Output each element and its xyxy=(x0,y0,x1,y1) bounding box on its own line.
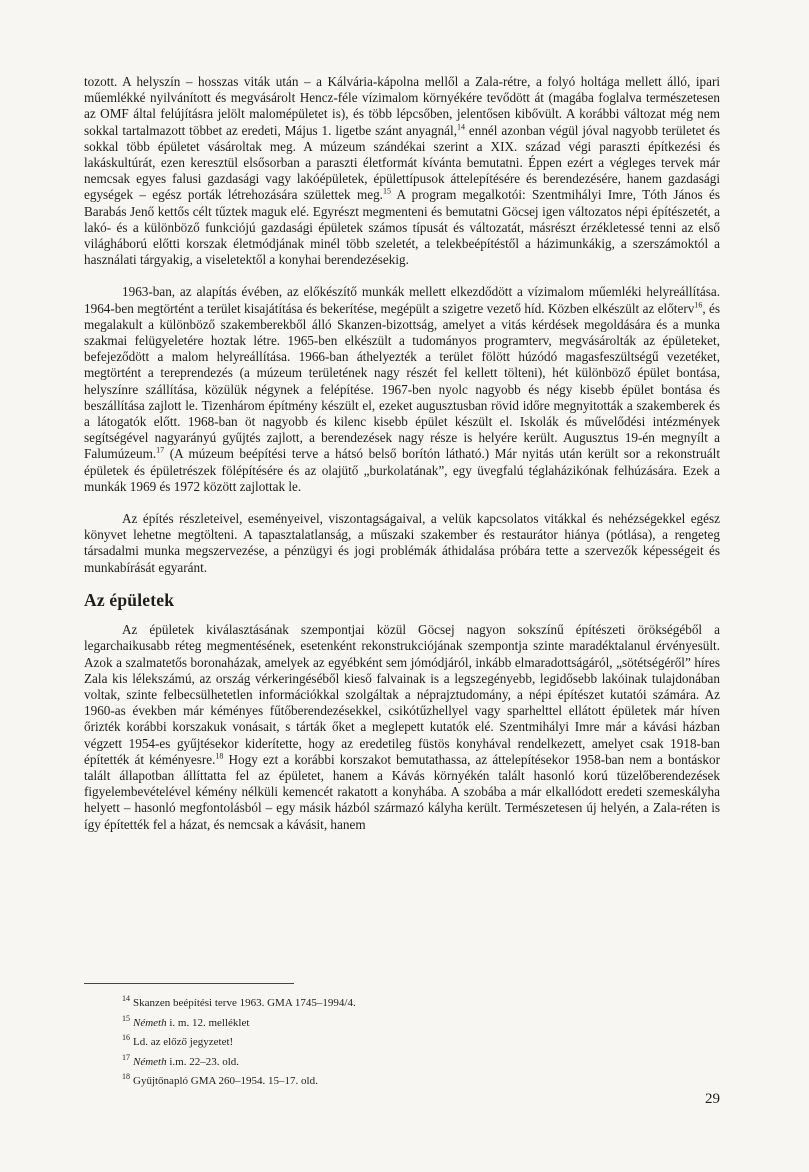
text-run: Hogy ezt a korábbi korszakot bemutathassa, az áttelepítésekor 1958-ban nem a bontáskor talált állapotban állíttatta fel az épületet, hanem a Kávás környékén talált hasonló korú tüzelőberendezések figyelembevételével kémény nélküli kemencét rakatott a konyhába. A szobába a már elkallódott eredeti szemeskályha helyett – hasonló megfontolásból – egy másik házból származó kályha került. Természetesen új helyén, a Zala-réten is így építették fel a házat, és nemcsak a kávásit, hanem xyxy=(84,751,720,832)
text-run: tozott. A helyszín – hosszas viták után – a Kálvária-kápolna mellől a Zala-rétre, a folyó holtága mellett álló, ipari műemlékké nyilvánított és megvásárolt Hencz-féle vízimalom környékére tevődött át (magába foglalva természetesen az OMF által felújításra jelölt malomépületet is), és több lépcsőben, jelentősen kibővült. A korábbi változat még nem sokkal tartalmazott többet az eredeti, Május 1. ligetbe szánt anyagnál, xyxy=(84,74,720,138)
text-run: (A múzeum beépítési terve a hátsó belső borítón látható.) Már nyitás után került sor a rekonstruált épületek és épületrészek fölépítésére és az olajütő „burkolatának”, egy üvegfalú téglaházikónak felhúzására. Ezek a munkák 1969 és 1972 között zajlottak le. xyxy=(84,446,720,494)
footnote-ref: 15 xyxy=(382,187,391,197)
footnote-18 xyxy=(122,1072,682,1092)
footnote-number: 18 xyxy=(122,1072,130,1082)
footnote-text: i.m. 22–23. old. xyxy=(166,1055,240,1068)
text-run: 1963-ban, az alapítás évében, az előkészítő munkák mellett elkezdődött a vízimalom műemléki helyreállítása. 1964-ben megtörtént a terület kisajátítása és bekerítése, megépült a szigetre vezető híd. Közben elkészült az előterv xyxy=(84,284,720,316)
footnote-text: Skanzen beépítési terve 1963. GMA 1745–1994/4. xyxy=(133,997,356,1009)
text-run: A program megalkotói: Szentmihályi Imre, Tóth János és Barabás Jenő kettős célt tűztek maguk elé. Egyrészt megmenteni és bemutatni Göcsej igen változatos népi építészetét, a lakó- és a különböző funkciójú gazdasági épületek számos típusát és változatát, másrészt érzékletessé tenni az első világháború előtti korszak életmódjának minél több szeletét, a telekbeépítéstől a házimunkákig, a szerszámoktól a használati tárgyakig, a viseletektől a konyhai berendezésekig. xyxy=(84,187,720,268)
footnote-number: 15 xyxy=(122,1013,130,1023)
text-run: Az épületek kiválasztásának szempontjai közül Göcsej nagyon sokszínű építészeti örökségéből a legarchaikusabb réteg megmentésének, esetenként rekonstrukciójának szempontja szinte maradéktalanul érvényesült. Azok a szalmatetős boronaházak, amelyek az egyébként sem jómódjáról, inkább elmaradottságáról, „sötétségéről” híres Zala kis lélekszámú, az ország vérkeringéséből kieső falvainak is a legszegényebb, legidősebb lakóinak tulajdonában voltak, szinte felbecsülhetetlen információkkal szolgáltak a néprajztudomány, a népi építészet kutatói számára. Az 1960-as években már kéményes fűtőberendezésekkel, csikótűzhellyel vagy sparhelttel ellátott épületek már híven őrizték korábbi korszakuk vonásait, s tárták őket a meglepett kutatók elé. Szentmihályi Imre már a kávási házban végzett 1954-es gyűjtésekor kiderítette, hogy az eredetileg füstös konyhával rendelkezett, amelyet csak 1918-ban építették át kéményesre. xyxy=(84,622,720,767)
footnote-ref: 18 xyxy=(215,751,224,761)
footnote-number: 17 xyxy=(122,1052,130,1062)
footnote-ref: 17 xyxy=(156,446,165,456)
text-run: , és megalakult a különböző szakemberekből álló Skanzen-bizottság, amelyet a vitás kérdések megoldására és a munka szakmai felügyeletére hoztak létre. 1965-ben elkészült a tudományos programterv, megvásárolták az épületeket, befejeződött a malom helyreállítása. 1966-ban áthelyezték a terület fölött húzódó magasfeszültségű vezetéket, megtörtént a tereprendezés (a múzeum területének nagy részét fel kellett tölteni), hét különböző épület bontása, helyszínre szállítása, közülük négynek a felépítése. 1967-ben nyolc nagyobb és négy kisebb épület bontása és beszállítása zajlott le. Tizenhárom építmény készült el, ezeket augusztusban rövid időre megnyitották a szakemberek és a látogatók előtt. 1968-ban öt nagyobb és kilenc kisebb épület készült el. Iskolák és művelődési intézmények segítségével nagyarányú gyűjtés zajlott, a berendezések nagy része is helyére került. Augusztus 19-én megnyílt a Falumúzeum. xyxy=(84,300,720,462)
section-heading: Az épületek xyxy=(84,589,175,610)
footnote-ref: 14 xyxy=(457,122,465,132)
footnote-17 xyxy=(122,1053,682,1073)
footnote-14 xyxy=(122,994,682,1014)
body-text xyxy=(84,74,720,849)
footnote-ref: 16 xyxy=(694,300,703,310)
footnote-15 xyxy=(122,1014,682,1034)
footnote-author: Németh xyxy=(133,1016,167,1029)
footnote-number: 14 xyxy=(122,994,130,1004)
footnote-text: Ld. az előző jegyzetet! xyxy=(133,1036,234,1048)
footnote-divider xyxy=(84,983,294,984)
footnote-text: i. m. 12. melléklet xyxy=(166,1016,250,1029)
footnote-number: 16 xyxy=(122,1033,130,1043)
footnote-author: Németh xyxy=(133,1055,167,1068)
paragraph-1 xyxy=(84,74,720,268)
footnote-text: Gyűjtőnapló GMA 260–1954. 15–17. old. xyxy=(133,1075,318,1087)
page-number: 29 xyxy=(705,1091,720,1107)
footnotes xyxy=(122,994,682,1092)
paragraph-3: Az építés részleteivel, eseményeivel, viszontagságaival, a velük kapcsolatos vitákkal és nehézségekkel egész könyvet lehetne megtölteni. A tapasztalatlanság, a műszaki szakember és restaurátor hiánya (pótlása), a rengeteg társadalmi munka megszervezése, a pénzügyi és jogi problémák áthidalása próbára tette a szervezők képességeit és munkabírását egyaránt. xyxy=(84,511,720,575)
footnote-16 xyxy=(122,1033,682,1053)
paragraph-4 xyxy=(84,622,720,833)
paragraph-2 xyxy=(84,284,720,495)
text-run: ennél azonban végül jóval nagyobb területet és sokkal több épületet vásároltak meg. A múzeum szándékai szerint a XIX. század végi paraszti építkezési és lakáskultúrát, ezen keresztül elsősorban a paraszti életformát kívánta bemutatni. Éppen ezért a végleges tervek már nemcsak egyes falusi gazdasági vagy lakóépületek, épülettípusok áttelepítésére és berendezésére, hanem gazdasági egységek – egész porták létrehozására születtek meg. xyxy=(84,122,720,203)
